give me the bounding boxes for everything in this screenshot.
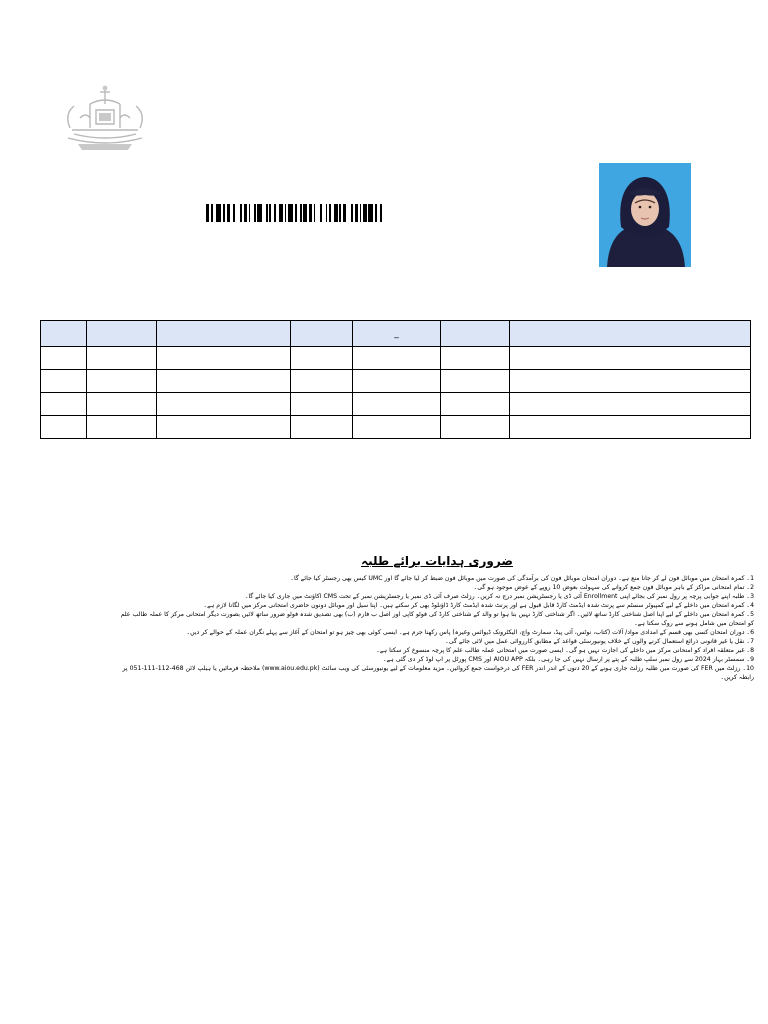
table-cell — [41, 416, 87, 439]
table-cell — [86, 370, 156, 393]
instructions-title: ضروری ہدایات برائے طلبہ — [361, 554, 513, 568]
table-row — [41, 416, 751, 439]
table-header-cell — [41, 321, 87, 347]
table-header-cell — [86, 321, 156, 347]
university-crest-icon — [60, 84, 150, 156]
instruction-item: 6۔ دوران امتحان کسی بھی قسم کے امدادی مواد/ آلات (کتاب، نوٹس، آئی پیڈ، سمارٹ واچ، الیکٹرونک ڈیوائس وغیرہ) پاس رکھنا جرم ہے۔ ایسی کوئی بھی چیز ہو تو امتحان کے آغاز سے پہلے نگران عملہ کے حوالے کر دیں۔ — [186, 629, 754, 636]
instruction-item: 3۔ طلبہ اپنے جوابی پرچہ پر رول نمبر کی بجائے اپنی Enrollment آئی ڈی یا رجسٹریشن نمبر درج نہ کریں۔ رزلٹ صرف آئی ڈی نمبر یا رجسٹریشن نمبر کے تحت CMS اکاؤنٹ میں جاری کیا جائے گا۔ — [244, 593, 754, 600]
table-cell — [156, 370, 290, 393]
instruction-item: 4۔ کمرہ امتحان میں داخلے کے لیے کمپیوٹر سسٹم سے پرنٹ شدہ ایڈمٹ کارڈ قابل قبول ہے اور پرنٹ شدہ ایڈمٹ کارڈ ڈاؤنلوڈ بھی کر سکتے ہیں۔ اپنا سیل اور موبائل دونوں حاضری امتحانی مرکز میں لگانا لازم ہے۔ — [203, 602, 754, 609]
table-cell — [441, 416, 510, 439]
table-cell — [441, 393, 510, 416]
table-cell — [290, 347, 352, 370]
instruction-item: 10۔ رزلٹ میں FER کی صورت میں طلبہ رزلٹ جاری ہونے کے 20 دنوں کے اندر اندر FER کی درخواست جمع کروائیں۔ مزید معلومات کے لیے یونیورسٹی کی ویب سائٹ (www.aiou.edu.pk) ملاحظہ فرمائیں یا ہیلپ لائن 468-112-111-051 پر رابطہ کریں۔ — [122, 665, 754, 681]
table-cell — [352, 347, 441, 370]
table-cell — [441, 347, 510, 370]
table-row — [41, 370, 751, 393]
instruction-item: 2۔ تمام امتحانی مراکز کے باہر موبائل فون جمع کروانے کی سہولت بعوض 10 روپے کے عوض موجود ہو گی۔ — [473, 584, 754, 591]
table-cell — [86, 393, 156, 416]
table-cell — [156, 416, 290, 439]
table-cell — [510, 347, 751, 370]
instruction-item: 5۔ کمرہ امتحان میں داخلے کے لیے اپنا اصل شناختی کارڈ ساتھ لائیں۔ اگر شناختی کارڈ نہیں بنا ہوا تو والد کے شناختی کارڈ کی فوٹو کاپی اور اصل ب فارم (ب) بھی تصدیق شدہ فوٹو ضرور ساتھ لائیں بصورت دیگر امتحانی مرکز کا عملہ طالب علم کو امتحان میں شامل ہونے سے روک سکتا ہے۔ — [120, 611, 754, 627]
table-row — [41, 393, 751, 416]
instructions-section — [120, 554, 754, 682]
instruction-item: 8۔ غیر متعلقہ افراد کو امتحانی مرکز میں داخلے کی اجازت نہیں ہو گی۔ ایسی صورت میں امتحانی عملہ طالب علم کا پرچہ منسوخ کر سکتا ہے۔ — [376, 647, 754, 654]
table-header-row — [41, 321, 751, 347]
barcode-icon — [206, 204, 386, 222]
table-header-cell — [290, 321, 352, 347]
table-cell — [510, 416, 751, 439]
table-cell — [156, 347, 290, 370]
instructions-list — [120, 574, 754, 682]
table-header-cell — [156, 321, 290, 347]
table-cell — [41, 347, 87, 370]
table-cell — [352, 393, 441, 416]
table-cell — [41, 370, 87, 393]
table-cell — [41, 393, 87, 416]
table-cell — [156, 393, 290, 416]
table-cell — [352, 416, 441, 439]
table-header-cell — [441, 321, 510, 347]
table-cell — [290, 370, 352, 393]
instruction-item: 7۔ نقل یا غیر قانونی ذرائع استعمال کرنے والوں کے خلاف یونیورسٹی قواعد کے مطابق کارروائی عمل میں لائی جائے گی۔ — [445, 638, 754, 645]
instruction-item: 9۔ سمسٹر بہار 2024 سے رول نمبر سلپ طلبہ کے پتے پر ارسال نہیں کی جا رہی۔ بلکہ AIOU APP اور CMS پورٹل پر اپ لوڈ کر دی گئی ہے۔ — [382, 656, 754, 663]
table-cell — [86, 347, 156, 370]
table-cell — [290, 393, 352, 416]
table-cell — [441, 370, 510, 393]
table-row — [41, 347, 751, 370]
table-cell — [510, 370, 751, 393]
table-header-cell — [510, 321, 751, 347]
table-cell — [86, 416, 156, 439]
table-cell — [352, 370, 441, 393]
table-header-cell: _ — [352, 321, 441, 347]
student-photo — [599, 163, 691, 267]
exam-schedule-table — [40, 320, 751, 439]
table-cell — [510, 393, 751, 416]
instruction-item: 1۔ کمرہ امتحان میں موبائل فون لے کر جانا منع ہے۔ دوران امتحان موبائل فون کی برآمدگی کی صورت میں موبائل فون ضبط کر لیا جائے گا اور UMC کیس بھی رجسٹر کیا جائے گا۔ — [290, 575, 754, 582]
table-cell — [290, 416, 352, 439]
